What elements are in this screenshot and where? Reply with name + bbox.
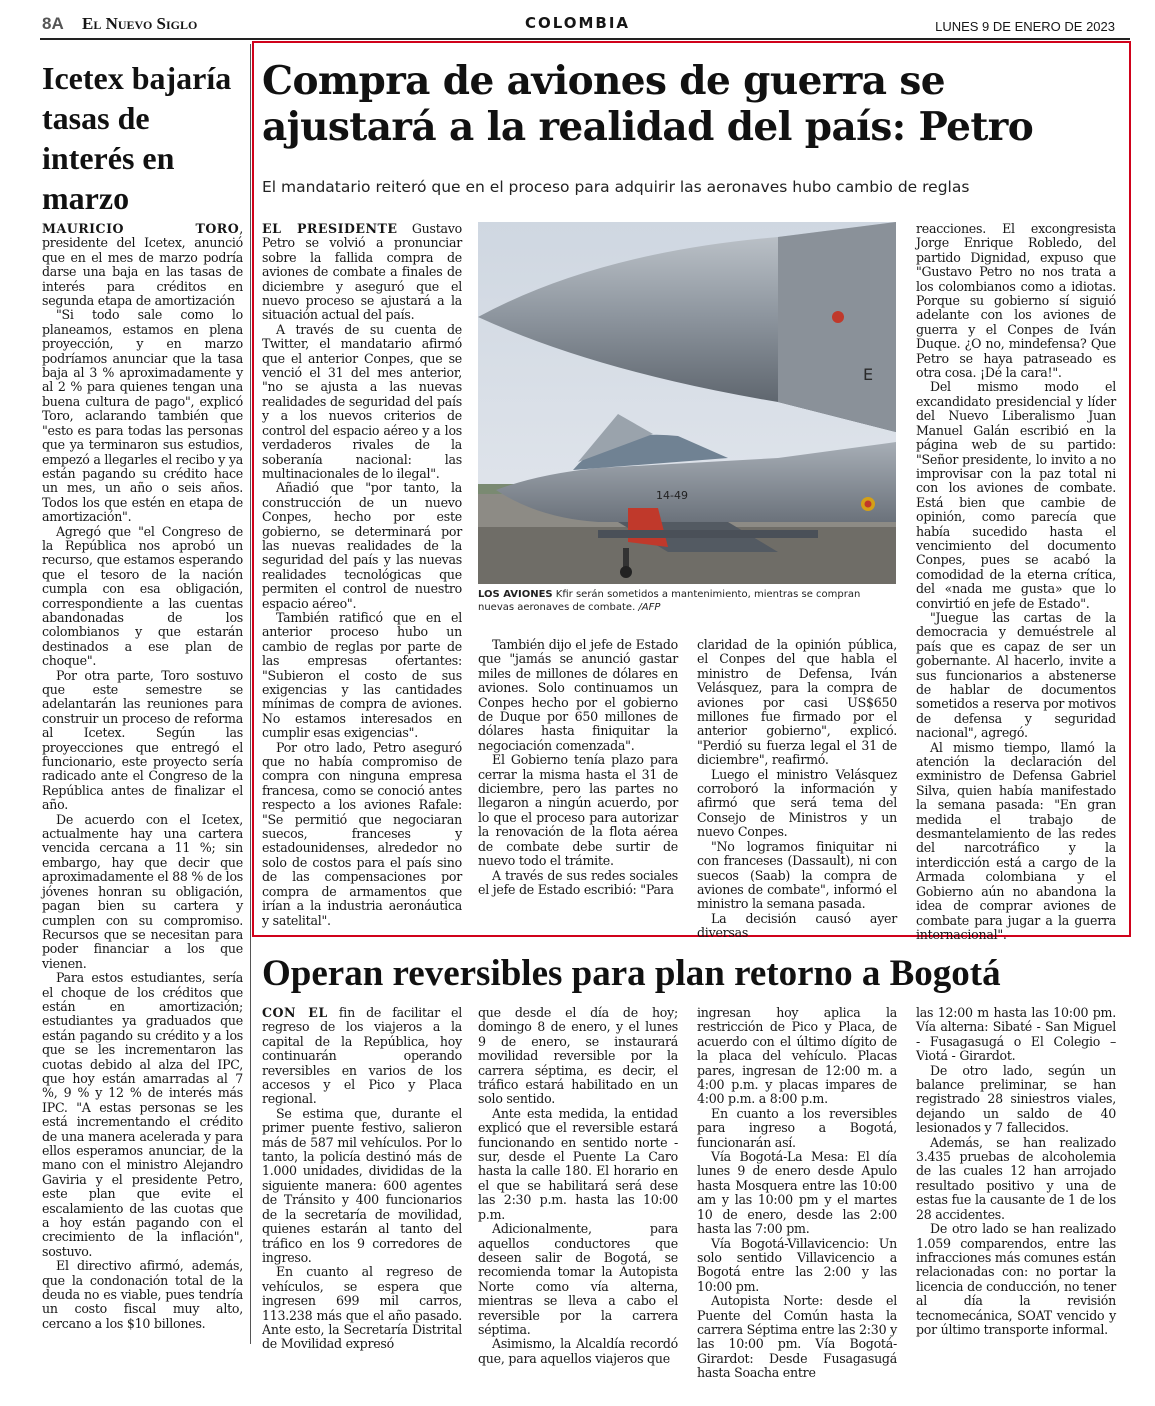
side-article-title: Icetex bajaría tasas de interés en marzo — [42, 60, 232, 216]
header-rule — [40, 38, 1130, 40]
main-article-title: Compra de aviones de guerra se ajustará a la realidad del país: Petro — [262, 58, 1034, 150]
bottom-article-column-3 — [697, 1006, 897, 1381]
main-article-paragraph: A través de sus redes sociales el jefe de Estado escribió: "Para — [478, 867, 678, 897]
bottom-article-title: Operan reversibles para plan retorno a Bogotá — [262, 953, 1001, 994]
bottom-article-paragraph: Asimismo, la Alcaldía recordó que, para aquellos viajeros que — [478, 1336, 678, 1366]
bottom-article-paragraph: que desde el día de hoy; domingo 8 de enero, y el lunes 9 de enero, se instaurará movilidad reversible por la carrera séptima, es decir, el tráfico estará habilitado en un solo sentido. — [478, 1005, 678, 1107]
main-article-paragraph: "No logramos finiquitar ni con franceses (Dassault), ni con suecos (Saab) la compra de aviones de combate", informó el ministro la semana pasada. — [697, 838, 897, 912]
bottom-article-paragraph: En cuanto a los reversibles para ingreso a Bogotá, funcionarán así. — [697, 1105, 897, 1150]
main-article-column-2 — [478, 638, 678, 897]
fighter-jet-illustration — [478, 222, 896, 584]
newspaper-name: El Nuevo Siglo — [82, 14, 198, 33]
main-article-subtitle: El mandatario reiteró que en el proceso para adquirir las aeronaves hubo cambio de reglas — [262, 178, 970, 196]
main-article-paragraph: EL PRESIDENTE Gustavo Petro se volvió a pronunciar sobre la fallida compra de aviones de combate a finales de diciembre y aseguró que el nuevo proceso se ajustará a la situación actual del país. — [262, 221, 462, 323]
main-article-paragraph: Luego el ministro Velásquez corroboró la información y afirmó que será tema del Consejo de Ministros y un nuevo Conpes. — [697, 766, 897, 840]
side-article-paragraph: De acuerdo con el Icetex, actualmente hay una cartera vencida cercana a 11 %; sin embargo, hay que decir que aproximadamente el 88 % de los jóvenes honran su obligación, pagan bien su cartera y cumplen con su compromiso. Recursos que se necesitan para poder financiar a los que vienen. — [42, 811, 243, 971]
main-article-paragraph: También dijo el jefe de Estado que "jamás se anunció gastar miles de millones de dólares en aviones. Solo continuamos un Conpes hecho por el gobierno de Duque por 650 millones de dólares hasta finiquitar la negociación comenzada". — [478, 637, 678, 753]
bottom-article-paragraph: las 12:00 m hasta las 10:00 pm. Vía alterna: Sibaté - San Miguel - Fusagasugá o El Colegio – Viotá - Girardot. — [916, 1005, 1116, 1064]
bottom-article-paragraph: Se estima que, durante el primer puente festivo, salieron más de 587 mil vehículos. Por lo tanto, la policía destinó más de 1.000 unidades, divididas de la siguiente manera: 600 agentes de Tránsito y 400 funcionarios de la secretaría de movilidad, quienes estarán al tanto del tráfico en los 9 corredores de ingreso. — [262, 1105, 462, 1265]
bottom-article-paragraph: En cuanto al regreso de vehículos, se espera que ingresen 699 mil carros, 113.238 más que el año pasado. Ante esto, la Secretaría Distrital de Movilidad expresó — [262, 1264, 462, 1352]
main-article-column-4 — [916, 222, 1116, 942]
side-article-paragraph: El directivo afirmó, además, que la condonación total de la deuda no es viable, pues tendría un costo fiscal muy alto, cercano a los $10 billones. — [42, 1258, 243, 1331]
main-article-column-1 — [262, 222, 462, 928]
photo-credit: /AFP — [635, 602, 661, 613]
bottom-article-paragraph: Vía Bogotá-La Mesa: El día lunes 9 de enero desde Apulo hasta Mosquera entre las 10:00 am y las 10:00 pm y el martes 10 de enero, desde las 2:00 hasta las 7:00 pm. — [697, 1149, 897, 1237]
side-article-paragraph: Para estos estudiantes, sería el choque de los créditos que están en amortización; estudiantes ya graduados que están pagando su crédito y a los que se les incrementaron las cuotas debido al alza del IPC, que hoy están amarradas al 7 %, 9 % y 12 % de interés más IPC. "A estas personas se les está incrementando el crédito de una manera acelerada y para ellos esperamos anunciar, de la mano con el ministro Alejandro Gaviria y el presidente Petro, este plan que evite el escalamiento de las cuotas que a hoy están pagando con el crecimiento de la inflación", sostuvo. — [42, 970, 243, 1259]
main-article-paragraph: Al mismo tiempo, llamó la atención la declaración del exministro de Defensa Gabriel Silva, quien había manifestado la semana pasada: "En gran medida el trabajo de desmantelamiento de las redes del narcotráfico y la interdicción está a cargo de la Armada colombiana y el Gobierno aún no abandona la idea de comprar aviones de combate para jugar a la guerra internacional". — [916, 739, 1116, 942]
bottom-article-paragraph: De otro lado, según un balance preliminar, se han registrado 28 siniestros viales, dejando un saldo de 40 lesionados y 7 fallecidos. — [916, 1062, 1116, 1136]
bottom-article-paragraph: CON EL fin de facilitar el regreso de los viajeros a la capital de la República, hoy continuarán operando reversibles en varios de los accesos y el Pico y Placa regional. — [262, 1005, 462, 1107]
side-article-paragraph: Agregó que "el Congreso de la República nos aprobó un recurso, que estamos esperando que el tesoro de la nación cumpla con esa obligación, correspondiente a las cuentas abandonadas de los colombianos y que estarán destinados a ese plan de choque". — [42, 523, 243, 669]
bottom-article-paragraph: Autopista Norte: desde el Puente del Común hasta la carrera Séptima entre las 2:30 y las 10:00 pm. Vía Bogotá-Girardot: Desde Fusagasugá hasta Soacha entre — [697, 1293, 897, 1381]
bottom-article-column-1 — [262, 1006, 462, 1352]
bottom-article-lead: CON EL — [262, 1005, 328, 1020]
side-article-paragraph: "Si todo sale como lo planeamos, estamos en plena proyección, y en marzo podríamos anunciar que la tasa baja al 3 % aproximadamente y al 2 % para quienes tengan una buena cultura de pago", explicó Toro, aclarando también que "esto es para todas las personas que ya terminaron sus estudios, empezó a llegarles el recibo y ya están pagando su crédito hace un mes, un año o seis años. Todos los que estén en etapa de amortización". — [42, 307, 243, 525]
photo-caption: LOS AVIONES Kfir serán sometidos a mantenimiento, mientras se compran nuevas aeronaves de combate. /AFP — [478, 589, 861, 613]
aircraft-tail-number: 14-49 — [656, 489, 688, 502]
side-article-lead: MAURICIO TORO — [42, 221, 240, 236]
bottom-article-column-4 — [916, 1006, 1116, 1337]
fighter-jet-photo — [478, 222, 896, 584]
bottom-article-paragraph: De otro lado se han realizado 1.059 comparendos, entre las infracciones más comunes están relacionadas con: no portar la licencia de conducción, no tener al día la revisión tecnomecánica, SOAT vencido y por último transporte informal. — [916, 1221, 1116, 1337]
page-number: 8A — [42, 14, 64, 33]
column-divider — [250, 44, 251, 1344]
main-article-paragraph: reacciones. El excongresista Jorge Enrique Robledo, del partido Dignidad, expuso que "Gustavo Petro no nos trata a los colombianos como a idiotas. Porque su gobierno sí siguió adelante con los aviones de guerra y el Conpes de Iván Duque. ¿O no, mindefensa? Que Petro se haya patraseado es otra cosa. ¡Dé la cara!". — [916, 221, 1116, 381]
main-article-paragraph: "Juegue las cartas de la democracia y demuéstrele al país que es capaz de ser un gobernante. Al hacerlo, invite a sus funcionarios a abstenerse de hablar de documentos sometidos a reserva por motivos de defensa y seguridad nacional", agregó. — [916, 609, 1116, 741]
section-name: COLOMBIA — [524, 14, 631, 32]
side-article-paragraph: MAURICIO TORO, presidente del Icetex, anunció que en el mes de marzo podría darse una baja en las tasas de interés para créditos en segunda etapa de amortización — [42, 221, 243, 309]
side-article-paragraph: Por otra parte, Toro sostuvo que este semestre se adelantarán las reuniones para construir un proceso de reforma al Icetex. Según las proyecciones que entregó el funcionario, este proyecto sería radicado ante el Congreso de la República antes de finalizar el año. — [42, 667, 243, 813]
main-article-column-3 — [697, 638, 897, 941]
bottom-article-paragraph: Vía Bogotá-Villavicencio: Un solo sentido Villavicencio a Bogotá entre las 2:00 y las 10:00 pm. — [697, 1235, 897, 1294]
side-article-body — [42, 222, 243, 1331]
main-article-paragraph: También ratificó que en el anterior proceso hubo un cambio de reglas por parte de las empresas ofertantes: "Subieron el costo de sus exigencias y las cantidades mínimas de compra de aviones. No estamos interesados en cumplir esas exigencias". — [262, 609, 462, 741]
bottom-article-paragraph: Además, se han realizado 3.435 pruebas de alcoholemia de las cuales 12 han arrojado resultado positivo y una de estas fue la causante de 1 de los 28 accidentes. — [916, 1134, 1116, 1222]
bottom-article-column-2 — [478, 1006, 678, 1366]
bottom-article-paragraph: ingresan hoy aplica la restricción de Pico y Placa, de acuerdo con el último dígito de la placa del vehículo. Placas pares, ingresan de 12:00 m. a 4:00 p.m. y placas impares de 4:00 p.m. a 8:00 p.m. — [697, 1005, 897, 1107]
main-article-paragraph: Por otro lado, Petro aseguró que no había compromiso de compra con ninguna empresa francesa, como se conoció antes respecto a los aviones Rafale: "Se permitió que negociaran suecos, franceses y estadounidenses, alrededor no solo de costos para el país sino de las compensaciones por compra de armamentos que irían a la industria aeronáutica y satelital". — [262, 739, 462, 928]
main-article-paragraph: El Gobierno tenía plazo para cerrar la misma hasta el 31 de diciembre, pero las partes no llegaron a ningún acuerdo, por lo que el proceso para autorizar la renovación de la flota aérea de combate debe surtir de nuevo todo el trámite. — [478, 752, 678, 869]
main-article-paragraph: Del mismo modo el excandidato presidencial y líder del Nuevo Liberalismo Juan Manuel Galán escribió en la página web de su partido: "Señor presidente, lo invito a no improvisar con la paz total ni con los aviones de combate. Está bien que cambie de opinión, como parecía que había sucedido hasta el vencimiento del documento Conpes, pues se acabó la comodidad de la eterna crítica, del «nada me gusta» que lo convirtió en jefe de Estado". — [916, 379, 1116, 611]
main-article-paragraph: Añadió que "por tanto, la construcción de un nuevo Conpes, hecho por este gobierno, se determinará por las nuevas realidades de la seguridad del país y las nuevas realidades tecnológicas que permiten el control de nuestro espacio aéreo". — [262, 480, 462, 611]
main-article-lead: EL PRESIDENTE — [262, 221, 398, 236]
issue-date: LUNES 9 DE ENERO DE 2023 — [935, 19, 1115, 34]
main-article-paragraph: A través de su cuenta de Twitter, el mandatario afirmó que el anterior Conpes, que se venció el 31 del mes anterior, "no se ajusta a las nuevas realidades de seguridad del país y a los nuevos criterios de control del espacio aéreo y a los verdaderos rivales de la soberanía nacional: las multinacionales de lo ilegal". — [262, 321, 462, 481]
bottom-article-paragraph: Ante esta medida, la entidad explicó que el reversible estará funcionando en sentido norte - sur, desde el Puente La Caro hasta la calle 180. El horario en el que se habilitará será dese las 2:30 p.m. hasta las 10:00 p.m. — [478, 1105, 678, 1222]
main-article-paragraph: claridad de la opinión pública, el Conpes del que habla el ministro de Defensa, Iván Velásquez, para la compra de aviones por casi US$650 millones fue firmado por el anterior gobierno", explicó. "Perdió su fuerza legal el 31 de diciembre", reafirmó. — [697, 637, 897, 768]
svg-text:E: E — [863, 365, 874, 384]
main-article-paragraph: La decisión causó ayer diversas — [697, 910, 897, 941]
bottom-article-paragraph: Adicionalmente, para aquellos conductores que deseen salir de Bogotá, se recomienda tomar la Autopista Norte como vía alterna, mientras se lleva a cabo el reversible por la carrera séptima. — [478, 1221, 678, 1337]
